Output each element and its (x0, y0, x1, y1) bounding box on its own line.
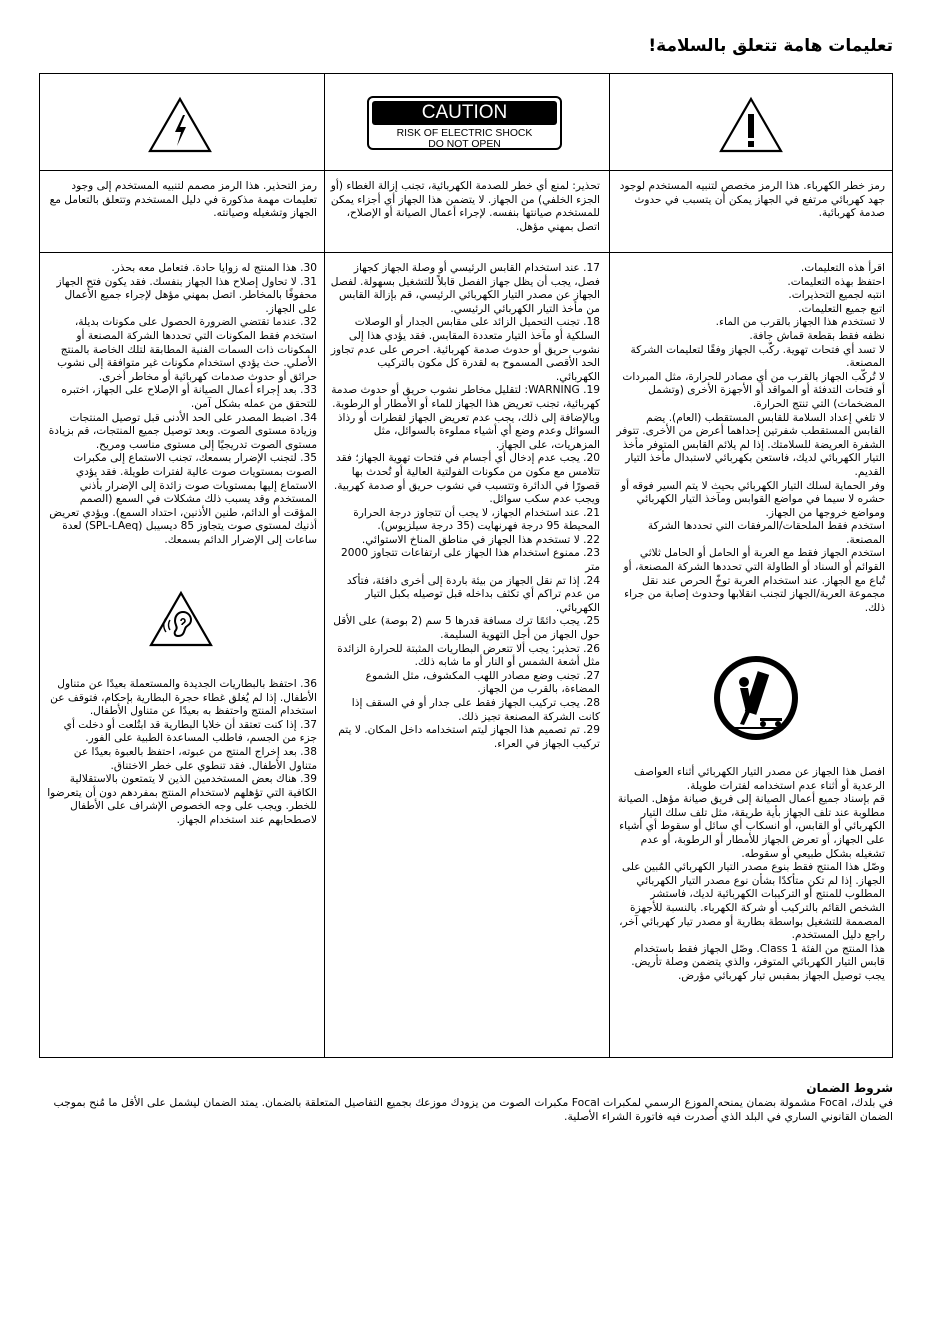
page-title: تعليمات هامة تتعلق بالسلامة! (648, 36, 893, 56)
instructions-right: اقرأ هذه التعليمات. احتفظ بهذه التعليمات. انتبه لجميع التحذيرات. اتبع جميع التعليمات. لا تستخدم هذا الجهاز بالقرب من الماء. نظفه فقط بقطعة قماش جافة. لا تسد أي فتحات تهوية. ركّب الجهاز وفقًا لتعليمات الشركة المصنعة. لا تُركّب الجهاز بالقرب من أي مصادر للحرارة، مثل المبردات أو فتحات التدفئة أو المواقد أو الأجهزة الأخرى (وتشمل المضخمات) التي تنتج الحرارة. لا تلغي إعداد السلامة للقابس المستقطب (العام). يضم القابس المستقطب شفرتين إحداهما أعرض من الأخرى. تتوفر الشفرة العريضة للسلامتك. إذا لم يلائم القابس المتوفر مأخذ التيار الكهربائي لديك، فاستعن بكهربائي لاستبدال مأخذ التيار القديم. وفر الحماية لسلك التيار الكهربائي بحيث لا يتم السير فوقه أو حشره لا سيما في مواضع القوابس ومآخذ التيار الكهربائي ومواضع خروجها من الجهاز. استخدم فقط الملحقات/المرفقات التي تحددها الشركة المصنعة. استخدم الجهاز فقط مع العربة أو الحامل أو الحامل ثلاثي القوائم أو السناد أو الطاولة التي تحددها الشركة المصنعة، أو تُباع مع الجهاز. عند استخدام العربة توخّ الحرص عند نقل مجموعة العربة/الجهاز لتجنب انقلابها وحدوث إصابة من جراء ذلك. (616, 262, 885, 614)
hearing-damage-warning-icon (148, 590, 214, 648)
exclamation-warning-icon (718, 96, 784, 154)
symbol-description-middle: تحذير: لمنع أي خطر للصدمة الكهربائية، تجنب إزالة الغطاء (أو الجزء الخلفي) من الجهاز. لا يتضمن هذا الجهاز أي أجزاء يمكن للمستخدم صيانتها بنفسه. لإجراء أعمال الصيانة أو الإصلاح، اتصل بمهني مؤهل. (330, 180, 600, 233)
warranty-title: شروط الضمان (806, 1081, 893, 1095)
cart-tip-over-icon (710, 652, 802, 744)
instructions-left-bottom: 36. احتفظ بالبطاريات الجديدة والمستعملة بعيدًا عن متناول الأطفال. إذا لم يُغلق غطاء حجرة البطارية بإحكام، فتوقف عن استخدام المنتج واحتفظ به بعيدًا عن متناول الأطفال. 37. إذا كنت تعتقد أن خلايا البطارية قد ابتُلعت أو دخلت أي جزء من الجسم، فاطلب المساعدة الطبية على الفور. 38. بعد إخراج المنتج من عبوته، احتفظ بالعبوة بعيدًا عن متناول الأطفال. فقد تنطوي على خطر الاختناق. 39. هناك بعض المستخدمين الذين لا يتمتعون بالاستقلالية الكافية التي تؤهلهم لاستخدام المنتج بمفردهم دون أن يتعرضوا للخطر. ويجب على وجه الخصوص الإشراف على الأطفال لاصطحابهم عند استخدام الجهاز. (47, 678, 317, 826)
symbol-description-left: رمز التحذير. هذا الرمز مصمم لتنبيه المستخدم إلى وجود تعليمات مهمة مذكورة في دليل المستخدم وتتعلق بالتعامل مع الجهاز وتشغيله وصيانته. (49, 180, 317, 220)
caution-label (367, 96, 562, 150)
caution-line-1: RISK OF ELECTRIC SHOCK (396, 128, 533, 139)
symbol-description-right: رمز خطر الكهرباء. هذا الرمز مخصص لتنبيه المستخدم لوجود جهد كهربائي مرتفع في الجهاز يمكن أن يتسبب في حدوث صدمة كهربائية. (619, 180, 885, 220)
instructions-left-top: 30. هذا المنتج له زوايا حادة. فتعامل معه بحذر. 31. لا تحاول إصلاح هذا الجهاز بنفسك. فقد يكون فتح الجهاز محفوفًا بالمخاطر. اتصل بمهني مؤهل لإجراء جميع الأعمال على الجهاز. 32. عندما تقتضي الضرورة الحصول على مكونات بديلة، استخدم فقط المكونات التي تحددها الشركة المصنعة أو المكونات ذات السمات الفنية المطابقة لتلك الخاصة بالمنتج الأصلي. حث يؤدي استخدام مكونات غير متوافقة إلى نشوب حرائق أو حدوث صدمات كهربائية أو مخاطر أخرى. 33. بعد إجراء أعمال الصيانة أو الإصلاح على الجهاز، اختبره للتحقق من عمله بشكل آمن. 34. اضبط المصدر على الحد الأدنى قبل توصيل المنتجات وزيادة مستوى الصوت. وبعد توصيل جميع المنتجات، قم بزيادة مستوى الصوت تدريجيًا إلى مستوى مناسب ومريح. 35. لتجنب الإضرار بسمعك، تجنب الاستماع إلى مكبرات الصوت بمستويات صوت عالية لفترات طويلة. فقد يؤدي الاستماع إليها بمستويات صوت زائدة إلى الإضرار بأذني المستخدم وقد يسبب ذلك مشكلات في السمع (الصمم المؤقت أو الدائم، طنين الأذنين، احتداد السمع). ويؤدي تعريض أذنيك لمستوى صوت يتجاوز 85 ديسيبل (SPL-LAeq) لعدة ساعات إلى الإضرار الدائم بسمعك. (48, 262, 317, 546)
caution-line-2: DO NOT OPEN (428, 139, 501, 150)
instructions-right-lower: افصل هذا الجهاز عن مصدر التيار الكهربائي أثناء العواصف الرعدية أو أثناء عدم استخدامه لفترات طويلة. قم بإسناد جميع أعمال الصيانة إلى فريق صيانة مؤهل. الصيانة مطلوبة عند تلف الجهاز بأية طريقة، مثل تلف سلك التيار الكهربائي أو القابس، أو انسكاب أي سائل أو سقوط أي أشياء على الجهاز، أو تعرض الجهاز للأمطار أو الرطوبة، أو عدم تشغيله بشكل طبيعي أو سقوطه. وصّل هذا المنتج فقط بنوع مصدر التيار الكهربائي المُبين على الجهاز. إذا لم تكن متأكدًا بشأن نوع مصدر التيار الكهربائي المطلوب للمنتج أو التركيبات الكهربائية لديك، فاستشر الشخص القائم بالتركيب أو شركة الكهرباء. بالنسبة للأجهزة المصممة للتشغيل بواسطة بطارية أو مصدر تيار كهربائي آخر، راجع دليل المستخدم. هذا المنتج من الفئة Class 1. وصّل الجهاز فقط باستخدام قابس التيار الكهربائي المتوفر، والذي يتضمن وصلة تأريض. يجب توصيل الجهاز بمقبس تيار كهربائي مؤرض. (617, 766, 885, 982)
electric-shock-warning-icon (147, 96, 213, 154)
caution-heading: CAUTION (372, 101, 557, 125)
warranty-text: في بلدك، Focal مشمولة بضمان يمنحه الموزع الرسمي لمكبرات Focal مكبرات الصوت من يزودك موزعك بجميع التفاصيل المتعلقة بالضمان. يمتد الضمان ليشمل على الأقل ما مُنح بموجب الضمان القانوني الساري في البلد الذي أُصدرت فيه فاتورة الشراء الأصلية. (53, 1096, 893, 1123)
instructions-middle: 17. عند استخدام القابس الرئيسي أو وصلة الجهاز كجهاز فصل، يجب أن يظل جهاز الفصل قابلاً للتشغيل بسهولة. لفصل الجهاز عن مصدر التيار الكهربائي الرئيسي، قم بإزالة القابس من مأخذ التيار الكهربائي الرئيسي. 18. تجنب التحميل الزائد على مقابس الجدار أو الوصلات السلكية أو مآخذ التيار متعددة المقابس. فقد يؤدي هذا إلى نشوب حريق أو حدوث صدمة كهربائية. احرص على عدم تجاوز الحد الأقصى المسموح به لقدرة كل مكون بالتركيب الكهربائي. 19. WARNING: لتقليل مخاطر نشوب حريق أو حدوث صدمة كهربائية، تجنب تعريض هذا الجهاز للماء أو الأمطار أو الرطوبة. وبالإضافة إلى ذلك، يجب عدم تعريض الجهاز لقطرات أو رذاذ السوائل وعدم وضع أي أشياء مملوءة بالسوائل، مثل المزهريات، على الجهاز. 20. يجب عدم إدخال أي أجسام في فتحات تهوية الجهاز؛ فقد تتلامس مع مكون من مكونات الفولتية العالية أو تُحدث بها قصورًا في الدائرة وتتسبب في نشوب حريق أو صدمة كهربية. ويجب عدم سكب سوائل. 21. عند استخدام الجهاز، لا يجب أن تتجاوز درجة الحرارة المحيطة 95 درجة فهرنهايت (35 درجة سيلزيوس). 22. لا تستخدم هذا الجهاز في مناطق المناخ الاستوائي. 23. ممنوع استخدام هذا الجهاز على ارتفاعات تتجاوز 2000 متر 24. إذا تم نقل الجهاز من بيئة باردة إلى أخرى دافئة، فتأكد من عدم تراكم أي تكثف بداخله قبل توصيله بكبل التيار الكهربائي. 25. يجب دائمًا ترك مسافة قدرها 5 سم (2 بوصة) على الأقل حول الجهاز من أجل التهوية السليمة. 26. تحذير: يجب ألا تتعرض البطاريات المثبتة للحرارة الزائدة مثل أشعة الشمس أو النار أو ما شابه ذلك. 27. تجنب وضع مصادر اللهب المكشوف، مثل الشموع المضاءة، بالقرب من الجهاز. 28. يجب تركيب الجهاز فقط على جدار أو في السقف إذا كانت الشركة المصنعة تجيز ذلك. 29. تم تصميم هذا الجهاز ليتم استخدامه داخل المكان. لا يتم تركيب الجهاز في العراء. (330, 262, 600, 750)
